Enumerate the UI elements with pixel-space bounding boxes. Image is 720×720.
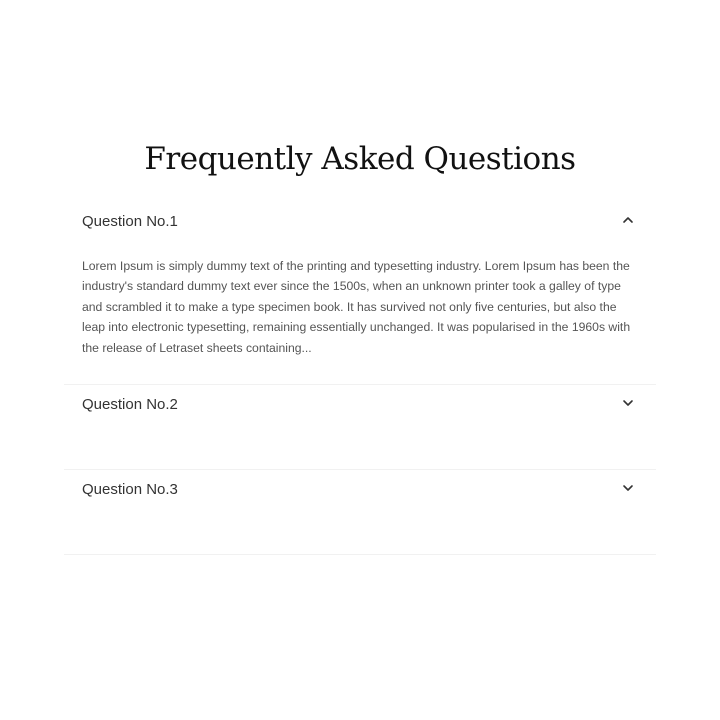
- faq-question-1-toggle[interactable]: [64, 213, 656, 256]
- faq-item-2: [64, 385, 656, 470]
- chevron-down-icon[interactable]: [622, 397, 634, 409]
- page-title: Frequently Asked Questions: [144, 141, 576, 177]
- faq-section: [64, 130, 656, 555]
- faq-question-3-label: Question No.3: [82, 481, 178, 499]
- faq-question-1-label: Question No.1: [82, 213, 178, 230]
- faq-item-3: [64, 470, 656, 555]
- faq-question-2-toggle[interactable]: [64, 385, 656, 469]
- chevron-up-icon[interactable]: [622, 214, 634, 226]
- faq-question-2-label: Question No.2: [82, 396, 178, 414]
- chevron-down-icon[interactable]: [622, 482, 634, 494]
- faq-question-3-toggle[interactable]: [64, 470, 656, 554]
- faq-list: [64, 213, 656, 555]
- faq-answer-1: Lorem Ipsum is simply dummy text of the printing and typesetting industry. Lorem Ipsum has been the industry's standard dummy text ever since the 1500s, when an unknown printer took a galley of type and scrambled it to make a type specimen book. It has survived not only five centuries, but also the leap into electronic typesetting, remaining essentially unchanged. It was popularised in the 1960s with the release of Letraset sheets containing...: [82, 259, 631, 355]
- faq-item-1: [64, 213, 656, 385]
